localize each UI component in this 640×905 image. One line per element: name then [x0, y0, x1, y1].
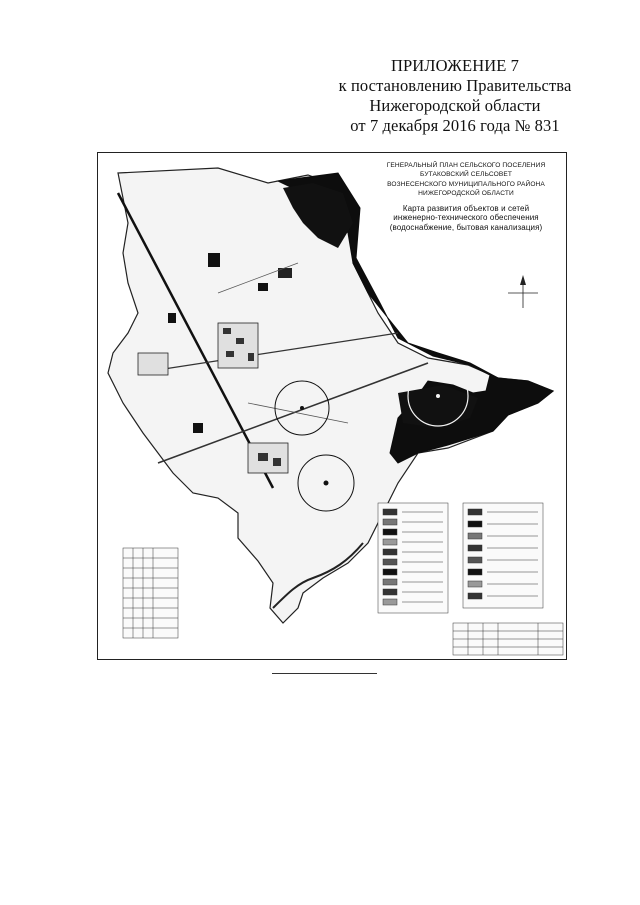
map-title-line: ВОЗНЕСЕНСКОГО МУНИЦИПАЛЬНОГО РАЙОНА — [387, 180, 545, 188]
map-sheet — [97, 152, 567, 660]
settlement-block — [223, 328, 231, 334]
region-name: Нижегородской области — [369, 96, 541, 115]
facility-point — [300, 406, 304, 410]
forest-patch — [258, 283, 268, 291]
title-block — [453, 623, 563, 655]
settlement-block — [248, 353, 254, 361]
appendix-number: ПРИЛОЖЕНИЕ 7 — [390, 56, 520, 75]
map-subtitle-line: Карта развития объектов и сетей — [402, 203, 530, 213]
map-subtitle-line: инженерно-технического обеспечения — [393, 213, 539, 223]
forest-patch — [208, 253, 220, 267]
legend-right — [463, 503, 543, 608]
legend-left — [123, 548, 178, 638]
forest-patch — [168, 313, 176, 323]
separator-line — [272, 673, 377, 674]
map-title-line: БУТАКОВСКИЙ СЕЛЬСОВЕТ — [420, 171, 512, 179]
facility-point — [324, 481, 329, 486]
map-title-block — [366, 161, 566, 233]
facility-point — [436, 394, 440, 398]
settlement-block — [258, 453, 268, 461]
settlement-block — [273, 458, 281, 466]
map-subtitle — [366, 204, 566, 233]
settlement-block — [236, 338, 244, 344]
map-title-line: НИЖЕГОРОДСКОЙ ОБЛАСТИ — [418, 190, 514, 198]
decree-reference: к постановлению Правительства — [338, 76, 572, 95]
map-title-line: ГЕНЕРАЛЬНЫЙ ПЛАН СЕЛЬСКОГО ПОСЕЛЕНИЯ — [386, 162, 546, 169]
settlement-block — [226, 351, 234, 357]
appendix-heading — [330, 56, 580, 136]
decree-date: от 7 декабря 2016 года № 831 — [350, 116, 560, 135]
forest-patch — [193, 423, 203, 433]
map-subtitle-line: (водоснабжение, бытовая канализация) — [389, 223, 543, 233]
legend-center — [378, 503, 448, 613]
settlement-block — [138, 353, 168, 375]
north-arrow-icon — [508, 275, 538, 308]
